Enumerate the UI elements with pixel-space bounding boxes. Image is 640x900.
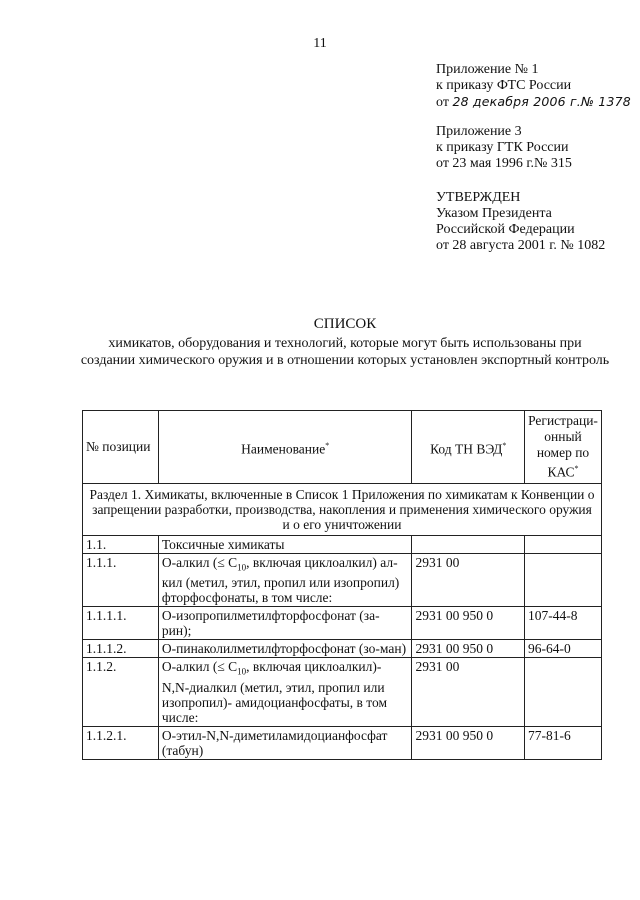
annex-fts-date	[436, 94, 631, 111]
header-cas-footnote-mark: *	[574, 464, 579, 473]
table-row	[83, 535, 602, 553]
annex-fts-line1: Приложение № 1	[436, 62, 539, 77]
cell-code: 2931 00 950 0	[412, 640, 525, 658]
cell-name: О-этил-N,N-диметиламидоцианфосфат (табун)	[158, 726, 412, 759]
annex-gtk-block	[436, 124, 572, 172]
title-main: СПИСОК	[313, 316, 377, 332]
cell-cas: 96-64-0	[525, 640, 602, 658]
cell-code: 2931 00 950 0	[412, 607, 525, 640]
cell-code	[412, 535, 525, 553]
header-position: № позиции	[83, 411, 159, 484]
cell-cas	[525, 658, 602, 727]
cell-code: 2931 00	[412, 658, 525, 727]
cell-position: 1.1.	[83, 535, 159, 553]
cell-code: 2931 00 950 0	[412, 726, 525, 759]
cell-name: О-изопропилметилфторфосфонат (за-рин);	[158, 607, 412, 640]
cell-cas	[525, 535, 602, 553]
table-row	[83, 640, 602, 658]
cell-cas: 107-44-8	[525, 607, 602, 640]
cell-position: 1.1.2.	[83, 658, 159, 727]
annex-gtk-line2: к приказу ГТК России	[436, 140, 569, 155]
section-row	[83, 483, 602, 535]
approved-line4: от 28 августа 2001 г. № 1082	[436, 238, 606, 253]
page-number: 11	[313, 36, 327, 51]
title-line2: создании химического оружия и в отношении которых установлен экспортный контроль	[80, 353, 610, 368]
title-line1: химикатов, оборудования и технологий, которые могут быть использованы при	[108, 336, 582, 351]
cell-position: 1.1.1.	[83, 553, 159, 607]
cell-cas: 77-81-6	[525, 726, 602, 759]
header-name: Наименование*	[158, 411, 412, 484]
cell-name: Токсичные химикаты	[158, 535, 412, 553]
table-row	[83, 607, 602, 640]
approved-line1: УТВЕРЖДЕН	[436, 190, 521, 205]
handwritten-date: 28 декабря 2006 г.№ 1378	[452, 94, 631, 109]
cell-code: 2931 00	[412, 553, 525, 607]
header-cas: Регистраци- онный номер по КАС*	[525, 411, 602, 484]
cell-name: О-алкил (≤ $C_{10}$, включая циклоалкил) ал-кил (метил, этил, пропил или изопропил) фторфосфонаты, в том числе:	[158, 553, 412, 607]
header-name-footnote-mark: *	[325, 440, 330, 450]
approved-block	[436, 190, 605, 254]
cell-name: О-алкил (≤ $C_{10}$, включая циклоалкил)-N,N-диалкил (метил, этил, пропил или изопропил)- амидоцианфосфаты, в том числе:	[158, 658, 412, 727]
cell-position: 1.1.2.1.	[83, 726, 159, 759]
cell-cas	[525, 553, 602, 607]
section-title: Раздел 1. Химикаты, включенные в Список 1 Приложения по химикатам к Конвенции о запрещении разработки, производства, накопления и применения химического оружия и о его уничтожении	[83, 483, 602, 535]
approved-line2: Указом Президента	[436, 206, 552, 221]
chemicals-table	[82, 410, 602, 760]
annex-gtk-line3: от 23 мая 1996 г.№ 315	[436, 156, 572, 171]
cell-position: 1.1.1.1.	[83, 607, 159, 640]
header-code-footnote-mark: *	[502, 440, 507, 450]
cell-position: 1.1.1.2.	[83, 640, 159, 658]
annex-fts-line2: к приказу ФТС России	[436, 78, 572, 93]
table-row	[83, 726, 602, 759]
header-code: Код ТН ВЭД*	[412, 411, 525, 484]
annex-gtk-line1: Приложение 3	[436, 124, 522, 139]
approved-line3: Российской Федерации	[436, 222, 575, 237]
annex-fts-block	[436, 62, 631, 111]
table-row	[83, 658, 602, 727]
table-header-row	[83, 411, 602, 484]
document-title	[60, 316, 630, 369]
annex-fts-date-prefix: от	[436, 95, 449, 110]
cell-name: О-пинаколилметилфторфосфонат (зо-ман)	[158, 640, 412, 658]
table-row	[83, 553, 602, 607]
